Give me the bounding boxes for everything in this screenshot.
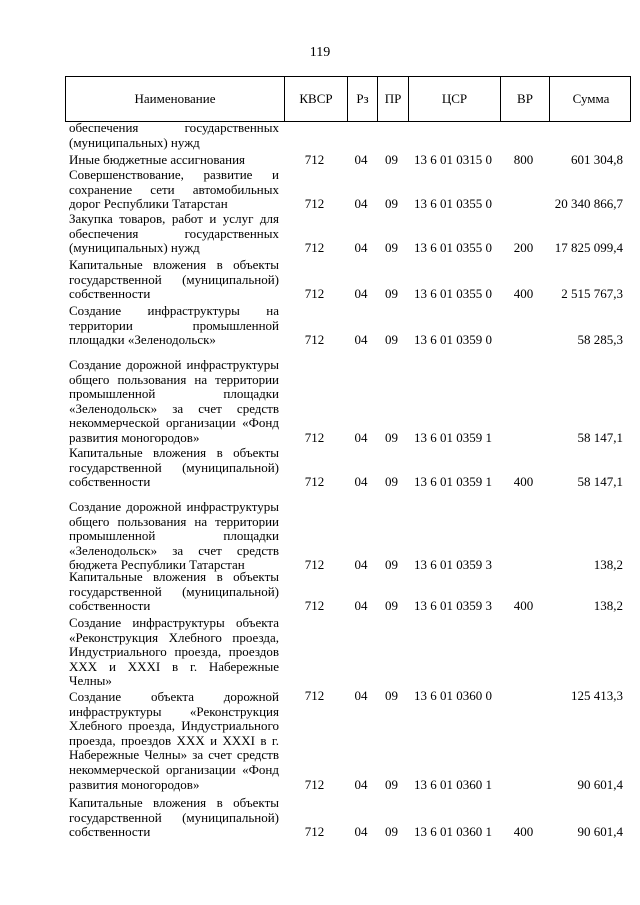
row-sum: 2 515 767,3 xyxy=(561,286,623,302)
table-row xyxy=(65,690,631,792)
table-row xyxy=(65,304,631,348)
header-csr: ЦСР xyxy=(408,77,500,121)
row-rz: 04 xyxy=(354,152,368,167)
row-sum: 601 304,8 xyxy=(571,152,623,167)
row-kvsr: 712 xyxy=(304,332,325,348)
row-vr: 400 xyxy=(513,286,534,302)
row-rz: 04 xyxy=(354,474,368,490)
row-rz: 04 xyxy=(354,240,368,256)
row-vr: 400 xyxy=(513,824,534,840)
row-pr: 09 xyxy=(385,688,398,703)
row-rz: 04 xyxy=(354,688,368,703)
row-sum: 58 285,3 xyxy=(577,332,623,348)
row-pr: 09 xyxy=(385,152,398,167)
row-sum: 125 413,3 xyxy=(571,688,623,703)
row-kvsr: 712 xyxy=(304,430,325,445)
row-vr: 800 xyxy=(513,152,534,167)
row-sum: 20 340 866,7 xyxy=(554,196,623,212)
row-csr: 13 6 01 0360 1 xyxy=(414,776,492,792)
budget-table xyxy=(65,76,631,840)
row-name: Создание инфраструктуры объекта «Реконструкция Хлебного проезда, Индустриального проезда, проездов XXX и XXXI в г. Набережные Челны» xyxy=(69,615,279,689)
header-vr: ВР xyxy=(500,77,549,121)
row-pr: 09 xyxy=(385,240,398,256)
row-name: Капитальные вложения в объекты государственной (муниципальной) собственности xyxy=(69,257,279,302)
row-rz: 04 xyxy=(354,430,368,445)
table-header xyxy=(65,76,631,122)
row-csr: 13 6 01 0359 3 xyxy=(414,557,492,573)
row-sum: 138,2 xyxy=(593,598,623,614)
row-name: Совершенствование, развитие и сохранение сети автомобильных дорог Республики Татарстан xyxy=(69,167,279,212)
header-name: Наименование xyxy=(134,91,216,106)
row-kvsr: 712 xyxy=(304,240,325,256)
row-name: Создание инфраструктуры на территории промышленной площадки «Зеленодольск» xyxy=(69,303,279,348)
row-sum: 58 147,1 xyxy=(577,474,623,490)
row-csr: 13 6 01 0359 0 xyxy=(414,332,492,348)
row-sum: 90 601,4 xyxy=(577,776,623,792)
header-rz: Рз xyxy=(347,77,377,121)
row-rz: 04 xyxy=(354,557,368,573)
row-pr: 09 xyxy=(385,776,398,792)
row-sum: 58 147,1 xyxy=(577,430,623,445)
row-kvsr: 712 xyxy=(304,286,325,302)
row-pr: 09 xyxy=(385,286,398,302)
row-kvsr: 712 xyxy=(304,688,325,703)
row-pr: 09 xyxy=(385,557,398,573)
row-name: Создание дорожной инфраструктуры общего пользования на территории промышленной площадки «Зеленодольск» за счет средств бюджета Республики Татарстан xyxy=(69,499,279,573)
row-csr: 13 6 01 0315 0 xyxy=(414,152,492,167)
table-row xyxy=(65,500,631,573)
row-name: обеспечения государственных (муниципальных) нужд xyxy=(69,120,279,150)
row-kvsr: 712 xyxy=(304,598,325,614)
table-row xyxy=(65,358,631,446)
header-pr: ПР xyxy=(377,77,408,121)
page-number: 119 xyxy=(309,45,331,60)
row-sum: 138,2 xyxy=(593,557,623,573)
header-kvsr: КВСР xyxy=(284,77,347,121)
table-row xyxy=(65,168,631,212)
row-csr: 13 6 01 0355 0 xyxy=(414,196,492,212)
row-rz: 04 xyxy=(354,196,368,212)
table-row xyxy=(65,153,631,168)
row-csr: 13 6 01 0359 1 xyxy=(414,474,492,490)
table-row xyxy=(65,446,631,490)
row-pr: 09 xyxy=(385,196,398,212)
row-rz: 04 xyxy=(354,824,368,840)
row-vr: 400 xyxy=(513,598,534,614)
header-sum: Сумма xyxy=(549,77,632,121)
row-name: Капитальные вложения в объекты государственной (муниципальной) собственности xyxy=(69,445,279,490)
row-pr: 09 xyxy=(385,474,398,490)
row-pr: 09 xyxy=(385,598,398,614)
row-name: Закупка товаров, работ и услуг для обеспечения государственных (муниципальных) нужд xyxy=(69,211,279,256)
row-name: Иные бюджетные ассигнования xyxy=(69,152,246,167)
row-name: Создание объекта дорожной инфраструктуры «Реконструкция Хлебного проезда, Индустриального проезда, проездов XXX и XXXI в г. Набережные Челны» за счет средств некоммерческой организации «Фонд развития моногородов» xyxy=(69,689,279,792)
row-pr: 09 xyxy=(385,430,398,445)
table-row xyxy=(65,212,631,256)
row-rz: 04 xyxy=(354,286,368,302)
row-kvsr: 712 xyxy=(304,152,325,167)
row-vr: 200 xyxy=(513,240,534,256)
row-rz: 04 xyxy=(354,332,368,348)
row-kvsr: 712 xyxy=(304,557,325,573)
row-name: Создание дорожной инфраструктуры общего пользования на территории промышленной площадки «Зеленодольск» за счет средств некоммерческой организации «Фонд развития моногородов» xyxy=(69,357,279,445)
row-csr: 13 6 01 0355 0 xyxy=(414,286,492,302)
row-sum: 17 825 099,4 xyxy=(554,240,623,256)
row-pr: 09 xyxy=(385,824,398,840)
row-csr: 13 6 01 0360 1 xyxy=(414,824,492,840)
row-sum: 90 601,4 xyxy=(577,824,623,840)
row-kvsr: 712 xyxy=(304,196,325,212)
table-row xyxy=(65,121,631,150)
row-vr: 400 xyxy=(513,474,534,490)
row-name: Капитальные вложения в объекты государственной (муниципальной) собственности xyxy=(69,569,279,614)
table-row xyxy=(65,258,631,302)
row-kvsr: 712 xyxy=(304,824,325,840)
row-kvsr: 712 xyxy=(304,776,325,792)
row-csr: 13 6 01 0359 1 xyxy=(414,430,492,445)
row-pr: 09 xyxy=(385,332,398,348)
row-rz: 04 xyxy=(354,776,368,792)
row-kvsr: 712 xyxy=(304,474,325,490)
row-name: Капитальные вложения в объекты государственной (муниципальной) собственности xyxy=(69,795,279,840)
table-row xyxy=(65,796,631,840)
row-csr: 13 6 01 0360 0 xyxy=(414,688,492,703)
row-csr: 13 6 01 0359 3 xyxy=(414,598,492,614)
row-rz: 04 xyxy=(354,598,368,614)
row-csr: 13 6 01 0355 0 xyxy=(414,240,492,256)
table-row xyxy=(65,570,631,614)
